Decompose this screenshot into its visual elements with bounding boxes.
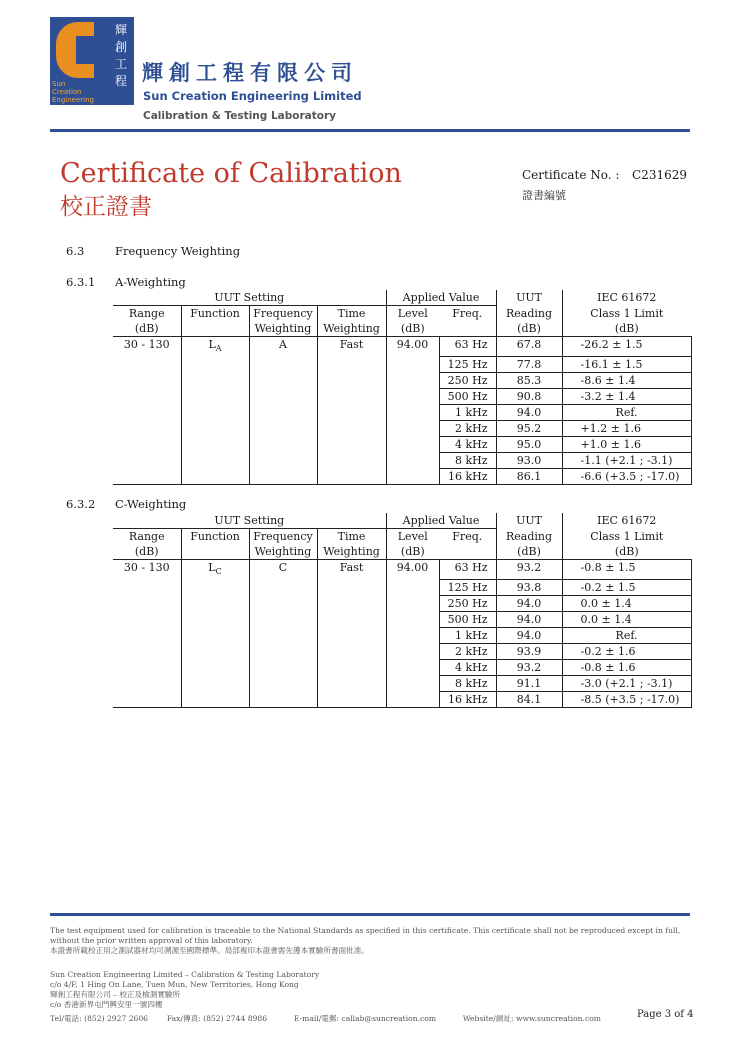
freq-cell: 500 Hz [439,388,496,404]
limit-cell: +1.2 ± 1.6 [562,420,691,436]
limit-cell: -8.6 ± 1.4 [562,372,691,388]
freq-weighting-cell: C [249,560,317,580]
freq-cell: 4 kHz [439,436,496,452]
range-header: Range [128,307,165,320]
applied-value-header: Applied Value [386,513,496,529]
freq-weighting-header-2: Weighting [249,544,317,560]
freq-weighting-cell: A [249,337,317,357]
logo-text-cn: 輝 創 工 程 [114,23,127,88]
reading-cell: 93.2 [496,560,562,580]
limit-cell: -1.1 (+2.1 ; -3.1) [562,452,691,468]
applied-value-header: Applied Value [386,290,496,306]
limit-cell: -0.2 ± 1.6 [562,643,691,659]
table-row [113,579,691,595]
lab-name: Calibration & Testing Laboratory [143,110,336,122]
limit-cell: -26.2 ± 1.5 [562,337,691,357]
reading-cell: 85.3 [496,372,562,388]
freq-cell: 8 kHz [439,452,496,468]
function-cell: $L_A$ [181,337,249,357]
reading-unit: (dB) [496,544,562,560]
table-row [113,356,691,372]
email: E-mail/電郵: callab@suncreation.com [293,1014,437,1023]
table-row [113,468,691,484]
freq-header: Freq. [452,530,483,543]
freq-cell: 2 kHz [439,420,496,436]
freq-cell: 1 kHz [439,404,496,420]
range-header: Range [128,530,165,543]
subsection-number: 6.3.2 [66,497,96,511]
reading-cell: 93.2 [496,659,562,675]
reading-cell: 91.1 [496,675,562,691]
reading-cell: 93.8 [496,579,562,595]
footer-divider [50,913,690,916]
time-weighting-cell: Fast [317,560,386,580]
limit-cell: Ref. [562,404,691,420]
range-unit: (dB) [113,544,181,560]
function-header: Function [181,306,249,322]
limit-cell: -8.5 (+3.5 ; -17.0) [562,691,691,707]
level-unit: (dB) [386,544,439,560]
uut-setting-header: UUT Setting [113,513,386,529]
limit-unit: (dB) [562,544,691,560]
function-header: Function [181,529,249,545]
header-divider [50,129,690,132]
logo-emblem [56,22,94,78]
limit-header: Class 1 Limit [562,529,691,545]
limit-cell: -16.1 ± 1.5 [562,356,691,372]
limit-cell: -0.8 ± 1.5 [562,560,691,580]
reading-cell: 94.0 [496,404,562,420]
table-row [113,643,691,659]
page-number: Page 3 of 4 [637,1009,694,1020]
section-title: Frequency Weighting [115,244,241,258]
subsection-title: A-Weighting [115,275,186,289]
reading-cell: 94.0 [496,627,562,643]
limit-header: Class 1 Limit [562,306,691,322]
limit-cell: -3.0 (+2.1 ; -3.1) [562,675,691,691]
limit-cell: -6.6 (+3.5 ; -17.0) [562,468,691,484]
table-row [113,337,691,357]
level-unit: (dB) [386,321,439,337]
time-weighting-header-2: Weighting [317,321,386,337]
c-weighting-table [113,513,692,708]
reading-cell: 93.0 [496,452,562,468]
freq-cell: 16 kHz [439,468,496,484]
table-row [113,388,691,404]
freq-cell: 500 Hz [439,611,496,627]
level-cell: 94.00 [386,560,439,580]
certificate-number-label-cn: 證書編號 [522,189,566,202]
table-row [113,436,691,452]
limit-cell: +1.0 ± 1.6 [562,436,691,452]
level-cell: 94.00 [386,337,439,357]
reading-cell: 77.8 [496,356,562,372]
page-title-cn: 校正證書 [60,194,152,220]
iec-header: IEC 61672 [562,513,691,529]
time-weighting-cell: Fast [317,337,386,357]
logo-text-en: Sun Creation Engineering [52,80,94,104]
freq-cell: 8 kHz [439,675,496,691]
table-row [113,452,691,468]
freq-cell: 16 kHz [439,691,496,707]
freq-cell: 250 Hz [439,595,496,611]
range-cell: 30 - 130 [123,338,170,351]
telephone: Tel/電話: (852) 2927 2606 [50,1014,149,1023]
reading-cell: 86.1 [496,468,562,484]
freq-weighting-header-2: Weighting [249,321,317,337]
limit-cell: 0.0 ± 1.4 [562,611,691,627]
reading-unit: (dB) [496,321,562,337]
freq-weighting-header: Frequency [249,306,317,322]
limit-cell: -3.2 ± 1.4 [562,388,691,404]
range-cell: 30 - 130 [123,561,170,574]
range-unit: (dB) [113,321,181,337]
freq-header: Freq. [452,307,483,320]
table-row [113,611,691,627]
freq-cell: 1 kHz [439,627,496,643]
uut-header: UUT [496,290,562,306]
reading-cell: 67.8 [496,337,562,357]
company-name-cn: 輝創工程有限公司 [142,61,358,85]
freq-cell: 63 Hz [439,337,496,357]
table-row [113,691,691,707]
table-row [113,372,691,388]
level-header: Level [386,529,439,545]
contact-line [50,1013,610,1024]
time-weighting-header: Time [317,306,386,322]
uut-setting-header: UUT Setting [113,290,386,306]
fax: Fax/傳真: (852) 2744 8986 [166,1014,268,1023]
table-row [113,560,691,580]
a-weighting-table [113,290,692,485]
reading-header: Reading [496,306,562,322]
function-cell: $L_C$ [181,560,249,580]
level-header: Level [386,306,439,322]
certificate-number-label: Certificate No. : [522,168,620,182]
traceability-notice: The test equipment used for calibration is traceable to the National Standards as specified in this certificate. This certificate shall not be reproduced except in full, without the prior written approval of this laboratory. 本證書所載校正用之測試器材均可溯源至國際標準。局部複印本證書需先獲本實驗所書面批准。 [50,926,681,955]
freq-cell: 2 kHz [439,643,496,659]
subsection-title: C-Weighting [115,497,187,511]
freq-weighting-header: Frequency [249,529,317,545]
reading-cell: 93.9 [496,643,562,659]
website: Website/網址: www.suncreation.com [462,1014,601,1023]
time-weighting-header-2: Weighting [317,544,386,560]
freq-cell: 125 Hz [439,579,496,595]
freq-cell: 125 Hz [439,356,496,372]
lab-address: Sun Creation Engineering Limited – Calibration & Testing Laboratory c/o 4/F, 1 Hing On Lane, Tuen Mun, New Territories, Hong Kong 輝創工程有限公司 – 校正及檢測實驗所 c/o 香港新界屯門興安里一號四樓 [50,970,320,1009]
table-row [113,595,691,611]
limit-cell: -0.8 ± 1.6 [562,659,691,675]
reading-cell: 84.1 [496,691,562,707]
table-row [113,675,691,691]
table-row [113,627,691,643]
limit-cell: -0.2 ± 1.5 [562,579,691,595]
certificate-number: C231629 [632,168,687,182]
section-number: 6.3 [66,244,85,258]
table-row [113,659,691,675]
freq-cell: 63 Hz [439,560,496,580]
reading-cell: 94.0 [496,595,562,611]
uut-header: UUT [496,513,562,529]
reading-cell: 94.0 [496,611,562,627]
limit-cell: 0.0 ± 1.4 [562,595,691,611]
company-name-en: Sun Creation Engineering Limited [143,89,362,103]
reading-header: Reading [496,529,562,545]
limit-unit: (dB) [562,321,691,337]
reading-cell: 95.0 [496,436,562,452]
subsection-number: 6.3.1 [66,275,96,289]
page-title: Certificate of Calibration [60,158,402,189]
time-weighting-header: Time [317,529,386,545]
freq-cell: 250 Hz [439,372,496,388]
iec-header: IEC 61672 [562,290,691,306]
reading-cell: 95.2 [496,420,562,436]
table-row [113,420,691,436]
table-row [113,404,691,420]
limit-cell: Ref. [562,627,691,643]
reading-cell: 90.8 [496,388,562,404]
freq-cell: 4 kHz [439,659,496,675]
